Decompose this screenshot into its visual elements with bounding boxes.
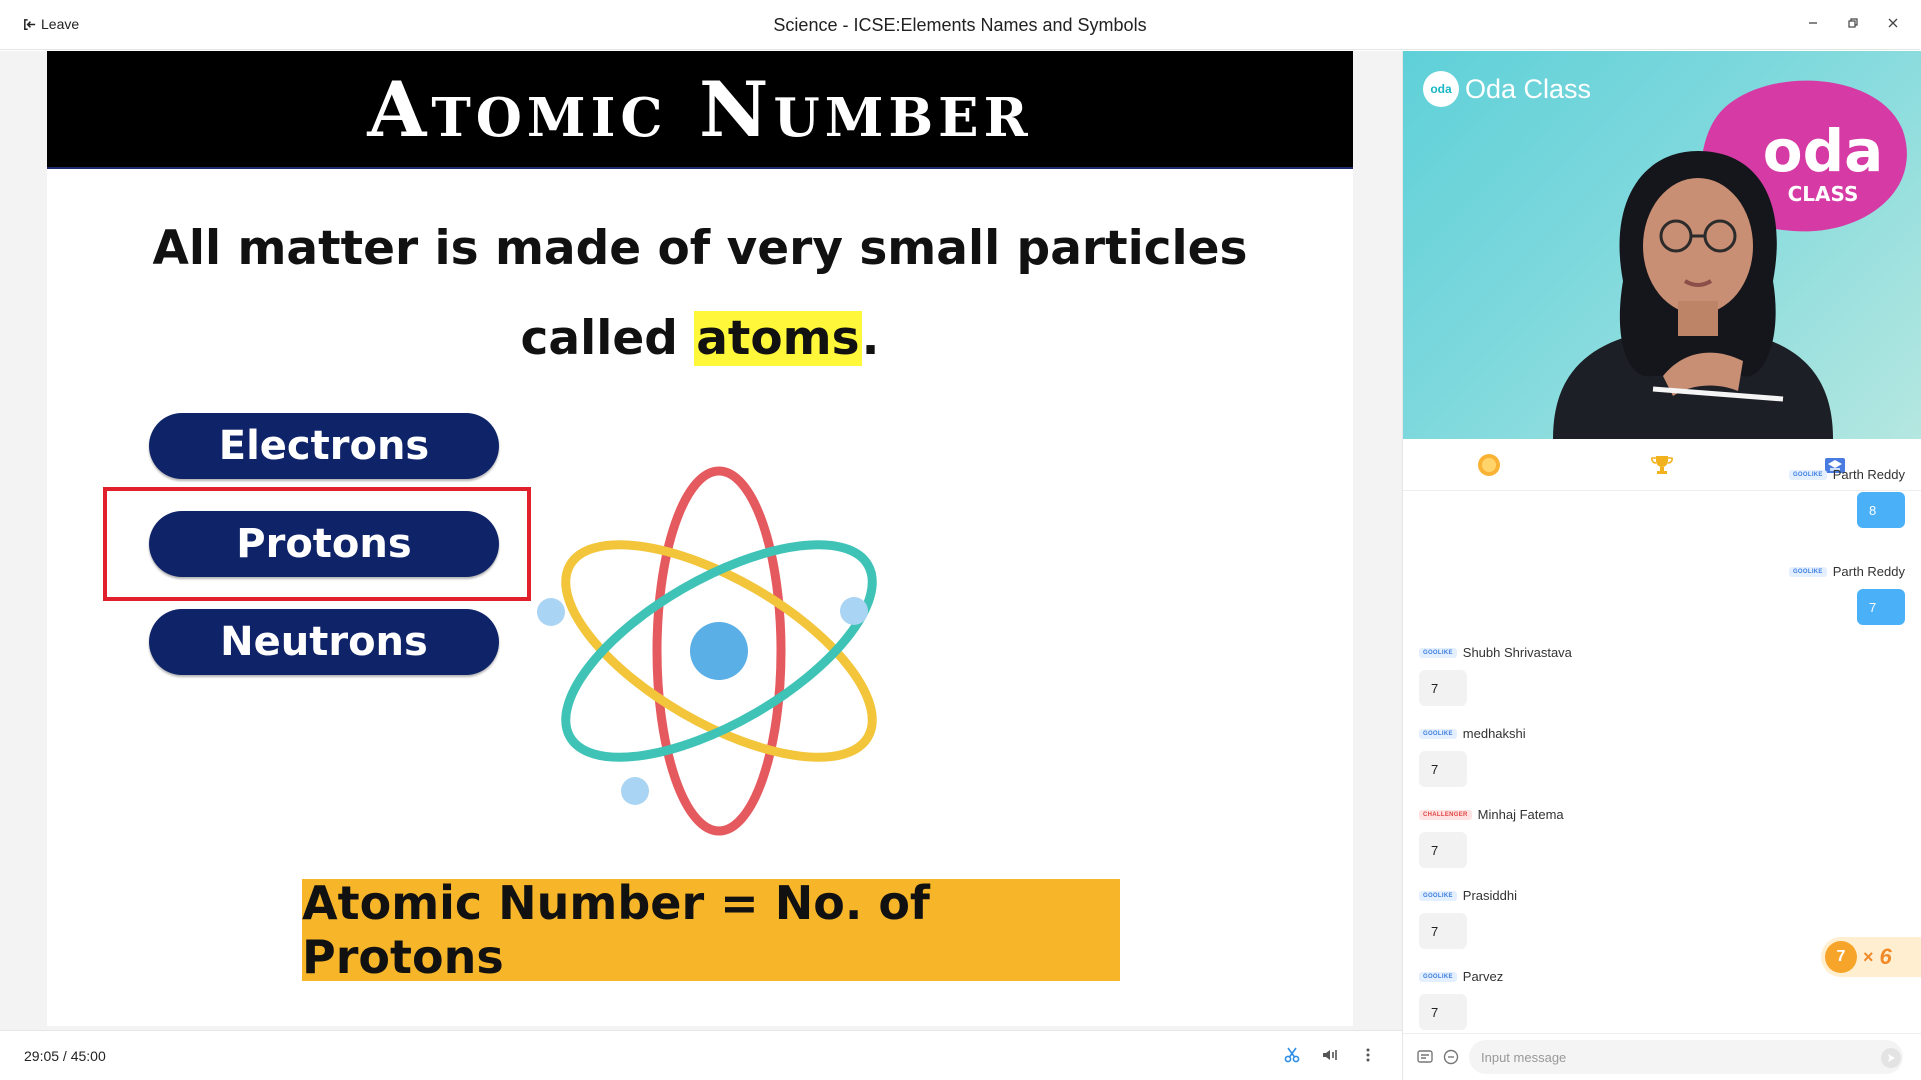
player-bar — [0, 1030, 1402, 1080]
chat-bubble: 7 — [1419, 670, 1467, 706]
user-badge: GOOLIKE — [1789, 567, 1827, 577]
chat-bubble: 8 — [1857, 492, 1905, 528]
slide-area — [0, 51, 1402, 1030]
slide-header — [47, 51, 1353, 169]
atom-diagram — [524, 446, 914, 856]
title-bar — [0, 0, 1920, 50]
statement-line-2 — [47, 311, 1353, 366]
chat-message — [1789, 467, 1905, 528]
teacher-video — [1403, 51, 1921, 439]
restore-icon — [1847, 17, 1859, 29]
formula-box: Atomic Number = No. of Protons — [302, 879, 1120, 981]
oda-blob-sub: CLASS — [1787, 182, 1859, 206]
chat-message — [1419, 969, 1503, 1030]
user-badge: GOOLIKE — [1419, 729, 1457, 739]
chat-message — [1419, 645, 1572, 706]
chat-bubble: 7 — [1419, 913, 1467, 949]
chat-bubble-icon — [1442, 1048, 1460, 1066]
oda-mark-icon: oda — [1423, 71, 1459, 107]
user-badge: GOOLIKE — [1419, 891, 1457, 901]
chat-username: Prasiddhi — [1462, 888, 1517, 903]
restore-button[interactable] — [1844, 14, 1862, 32]
electron-dot-2 — [840, 597, 868, 625]
volume-button[interactable] — [1320, 1045, 1340, 1065]
chat-username: Shubh Shrivastava — [1462, 645, 1572, 660]
message-input[interactable] — [1469, 1040, 1903, 1074]
tab-leaderboard[interactable] — [1647, 450, 1677, 480]
close-button[interactable] — [1884, 14, 1902, 32]
nucleus — [690, 622, 748, 680]
protons-highlight-box — [103, 487, 531, 601]
send-icon — [1886, 1053, 1896, 1063]
answer-streak-badge — [1821, 937, 1921, 977]
chat-message — [1789, 564, 1905, 625]
chat-username: Parth Reddy — [1832, 467, 1905, 482]
tab-oda-coins[interactable] — [1474, 450, 1504, 480]
trophy-icon — [1650, 453, 1674, 477]
more-vertical-icon — [1359, 1046, 1377, 1064]
statement-suffix: . — [861, 311, 880, 366]
quick-reply-button[interactable] — [1415, 1047, 1435, 1067]
quick-reply-icon — [1416, 1048, 1434, 1066]
electron-dot-1 — [537, 598, 565, 626]
leave-label: Leave — [41, 16, 80, 32]
protons-pill: Protons — [149, 511, 499, 577]
chat-username: Minhaj Fatema — [1477, 807, 1564, 822]
send-button[interactable] — [1881, 1048, 1901, 1068]
time-separator: / — [59, 1048, 71, 1064]
chat-bubble: 7 — [1419, 751, 1467, 787]
oda-brand-name: Oda Class — [1465, 73, 1592, 104]
streak-times: × — [1863, 946, 1874, 967]
chat-input-bar — [1403, 1033, 1921, 1080]
minimize-icon — [1807, 17, 1819, 29]
chat-bubble: 7 — [1419, 832, 1467, 868]
chat-username: Parvez — [1462, 969, 1504, 984]
user-badge: GOOLIKE — [1419, 972, 1457, 982]
oda-class-logo — [1423, 71, 1591, 107]
statement-prefix: called — [520, 311, 695, 366]
chat-message — [1419, 807, 1564, 868]
side-panel — [1402, 51, 1920, 1080]
electron-dot-3 — [621, 777, 649, 805]
volume-icon — [1321, 1046, 1339, 1064]
chat-message — [1419, 888, 1517, 949]
chat-message — [1419, 726, 1526, 787]
electrons-pill: Electrons — [149, 413, 499, 479]
chat-bubble: 7 — [1857, 589, 1905, 625]
streak-multiplier: 6 — [1879, 944, 1892, 969]
clip-button[interactable] — [1282, 1045, 1302, 1065]
chat-username: medhakshi — [1462, 726, 1526, 741]
chat-bubble: 7 — [1419, 994, 1467, 1030]
neutrons-pill: Neutrons — [149, 609, 499, 675]
scissors-icon — [1283, 1046, 1301, 1064]
more-options-button[interactable] — [1358, 1045, 1378, 1065]
slide-title: Atomic Number — [367, 64, 1033, 154]
statement-line-1: All matter is made of very small particles — [152, 221, 1248, 276]
emoji-button[interactable] — [1441, 1047, 1461, 1067]
window-title: Science - ICSE:Elements Names and Symbols — [773, 15, 1147, 35]
oda-blob-title: oda — [1762, 117, 1884, 185]
user-badge: CHALLENGER — [1419, 810, 1472, 820]
time-total: 45:00 — [70, 1048, 106, 1064]
teacher-figure — [1513, 131, 1873, 439]
chat-username: Parth Reddy — [1832, 564, 1905, 579]
playback-time — [24, 1048, 106, 1064]
close-icon — [1887, 17, 1899, 29]
user-badge: GOOLIKE — [1789, 470, 1827, 480]
streak-answer: 7 — [1825, 941, 1857, 973]
presentation-slide — [47, 51, 1353, 1026]
oda-coin-icon — [1477, 453, 1501, 477]
statement-highlight: atoms — [696, 311, 860, 366]
minimize-button[interactable] — [1804, 14, 1822, 32]
user-badge: GOOLIKE — [1419, 648, 1457, 658]
time-current: 29:05 — [24, 1048, 60, 1064]
